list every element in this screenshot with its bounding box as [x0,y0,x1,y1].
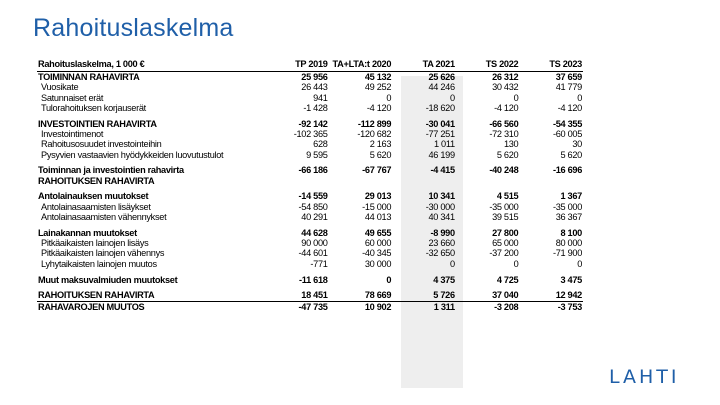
row-label: Lainakannan muutokset [38,227,137,238]
row-value: 30 432 [492,82,519,93]
table-row [37,139,583,149]
row-value: -4 120 [557,102,582,113]
row-value: -40 345 [362,248,392,259]
row-value: -11 618 [299,274,328,285]
row-value: 5 726 [392,290,456,301]
row-value: 2 163 [369,139,392,150]
table-row [37,275,583,285]
row-value: 46 199 [428,149,455,160]
row-value: 26 443 [301,82,328,93]
row-value: -102 365 [293,128,328,139]
row-value: -1 428 [303,102,328,113]
header-ta-2021: TA 2021 [392,58,456,72]
cash-flow-table [37,58,583,312]
row-value: -112 899 [357,118,392,129]
row-label: Pitkäaikaisten lainojen vähennys [41,248,165,259]
row-value: -15 000 [362,201,392,212]
row-value: -4 415 [430,165,455,176]
table-row [37,72,583,83]
row-value: 12 942 [519,290,583,301]
row-value: 0 [513,258,519,269]
row-value: 26 312 [492,72,519,82]
row-value: 40 341 [428,212,455,223]
row-label: Satunnaiset erät [41,92,104,103]
row-value: -60 005 [552,128,582,139]
row-value: 29 013 [364,191,392,202]
row-value: -120 682 [357,128,392,139]
row-value: -44 601 [298,248,328,259]
row-value: 9 595 [306,149,328,160]
row-label: Pitkäaikaisten lainojen lisäys [41,238,149,249]
row-value: -32 650 [425,248,455,259]
row-value: 0 [449,258,455,269]
row-value: 10 902 [364,301,392,312]
row-value: -16 696 [552,165,582,176]
row-value [265,176,329,186]
table-row [37,82,583,92]
row-label: Lyhytaikaisten lainojen muutos [41,258,157,269]
row-value: 3 475 [560,274,582,285]
row-value: 39 515 [492,212,519,223]
row-value: 0 [449,92,455,103]
lahti-logo: LAHTI [609,366,680,388]
row-value: -3 753 [557,301,582,312]
table-row [37,212,583,222]
table-row [37,290,583,301]
row-value: -54 355 [552,118,582,129]
row-label: RAHOITUKSEN RAHAVIRTA [37,290,265,301]
row-value: 0 [577,92,582,103]
row-value [392,176,456,186]
table-row [37,129,583,139]
row-value: -35 000 [489,201,519,212]
table-row [37,202,583,212]
row-value: 44 246 [428,82,455,93]
row-value: -35 000 [552,201,582,212]
row-value [519,176,583,186]
row-value: 0 [386,92,392,103]
row-value: 25 626 [428,72,455,82]
row-value: 0 [577,258,582,269]
row-label: TOIMINNAN RAHAVIRTA [38,72,140,82]
row-value: 23 660 [428,238,455,249]
row-value: 4 725 [496,274,519,285]
row-value: 40 291 [301,212,328,223]
row-value: -66 560 [489,118,519,129]
table-row [37,119,583,129]
row-label: Vuosikate [41,82,79,93]
table-row [37,165,583,175]
table-row [37,228,583,238]
row-value: 5 620 [369,149,392,160]
row-value: -66 186 [298,165,328,176]
row-value: 60 000 [364,238,392,249]
row-value: 65 000 [492,238,519,249]
row-value: -3 208 [494,301,519,312]
table-row [37,301,583,312]
row-value: -71 900 [552,248,582,259]
row-value: 130 [503,139,519,150]
header-ta-lta-2020: TA+LTA:t 2020 [329,58,393,72]
row-value: 37 659 [555,72,582,82]
row-label: RAHOITUKSEN RAHAVIRTA [38,175,155,186]
row-value: 78 669 [329,290,393,301]
row-label: Muut maksuvalmiuden muutokset [38,274,178,285]
row-value [329,176,393,186]
row-value: 0 [386,274,392,285]
row-value: 90 000 [301,238,328,249]
table-row [37,150,583,160]
row-value: -40 248 [489,165,519,176]
row-value: 1 311 [433,301,455,312]
row-value: 0 [513,92,519,103]
row-label: Pysyvien vastaavien hyödykkeiden luovutustulot [41,149,224,160]
page-title: Rahoituslaskelma [33,14,234,42]
row-label: Rahoitusosuudet investointeihin [41,139,162,150]
row-value: -54 850 [298,201,328,212]
row-value: 5 620 [496,149,519,160]
row-value: -4 120 [366,102,392,113]
row-value: 30 [572,139,582,150]
table-row [37,248,583,258]
row-label: RAHAVAROJEN MUUTOS [38,301,145,312]
row-value: 5 620 [560,149,582,160]
row-value: -30 041 [425,118,455,129]
row-label: INVESTOINTIEN RAHAVIRTA [38,118,157,129]
row-value: 1 367 [560,191,582,202]
row-label: Investointimenot [41,128,104,139]
row-value: 30 000 [364,258,392,269]
row-value: -72 310 [489,128,519,139]
row-value: -37 200 [489,248,519,259]
header-ts-2023: TS 2023 [519,58,583,72]
table-row [37,238,583,248]
table-row [37,93,583,103]
row-value: 41 779 [555,82,582,93]
row-value: 49 655 [364,227,392,238]
row-value: -77 251 [425,128,455,139]
row-value [456,176,520,186]
row-value: 44 013 [364,212,392,223]
table-row [37,259,583,269]
row-value: -18 620 [425,102,455,113]
row-label: Antolainasaamisten vähennykset [41,212,167,223]
row-value: 1 011 [433,139,455,150]
row-value: 4 515 [496,191,519,202]
row-label: Toiminnan ja investointien rahavirta [38,165,184,176]
table-row [37,176,583,186]
row-value: -92 142 [298,118,328,129]
row-value: 80 000 [555,238,582,249]
row-label: Tulorahoituksen korjauserät [41,102,146,113]
row-value: -8 990 [430,227,455,238]
row-value: 18 451 [265,290,329,301]
row-label: Antolainasaamisten lisäykset [41,201,151,212]
row-value: -67 767 [362,165,392,176]
header-ts-2022: TS 2022 [456,58,520,72]
row-value: 25 956 [301,72,328,82]
row-value: 49 252 [364,82,392,93]
row-value: 628 [313,139,328,150]
row-value: 941 [313,92,328,103]
row-value: -771 [310,258,328,269]
row-value: 37 040 [456,290,520,301]
row-value: 44 628 [301,227,328,238]
table-row [37,103,583,113]
row-value: 8 100 [560,227,582,238]
row-value: -30 000 [425,201,455,212]
header-label: Rahoituslaskelma, 1 000 € [37,58,265,72]
row-value: 45 132 [364,72,392,82]
row-value: -4 120 [494,102,519,113]
row-value: 4 375 [433,274,455,285]
row-value: -14 559 [298,191,328,202]
table-row [37,191,583,201]
row-value: 36 367 [555,212,582,223]
row-value: 10 341 [428,191,455,202]
row-value: 27 800 [492,227,519,238]
header-tp-2019: TP 2019 [265,58,329,72]
row-label: Antolainauksen muutokset [38,191,149,202]
row-value: -47 735 [298,301,328,312]
table-header-row [37,58,583,72]
